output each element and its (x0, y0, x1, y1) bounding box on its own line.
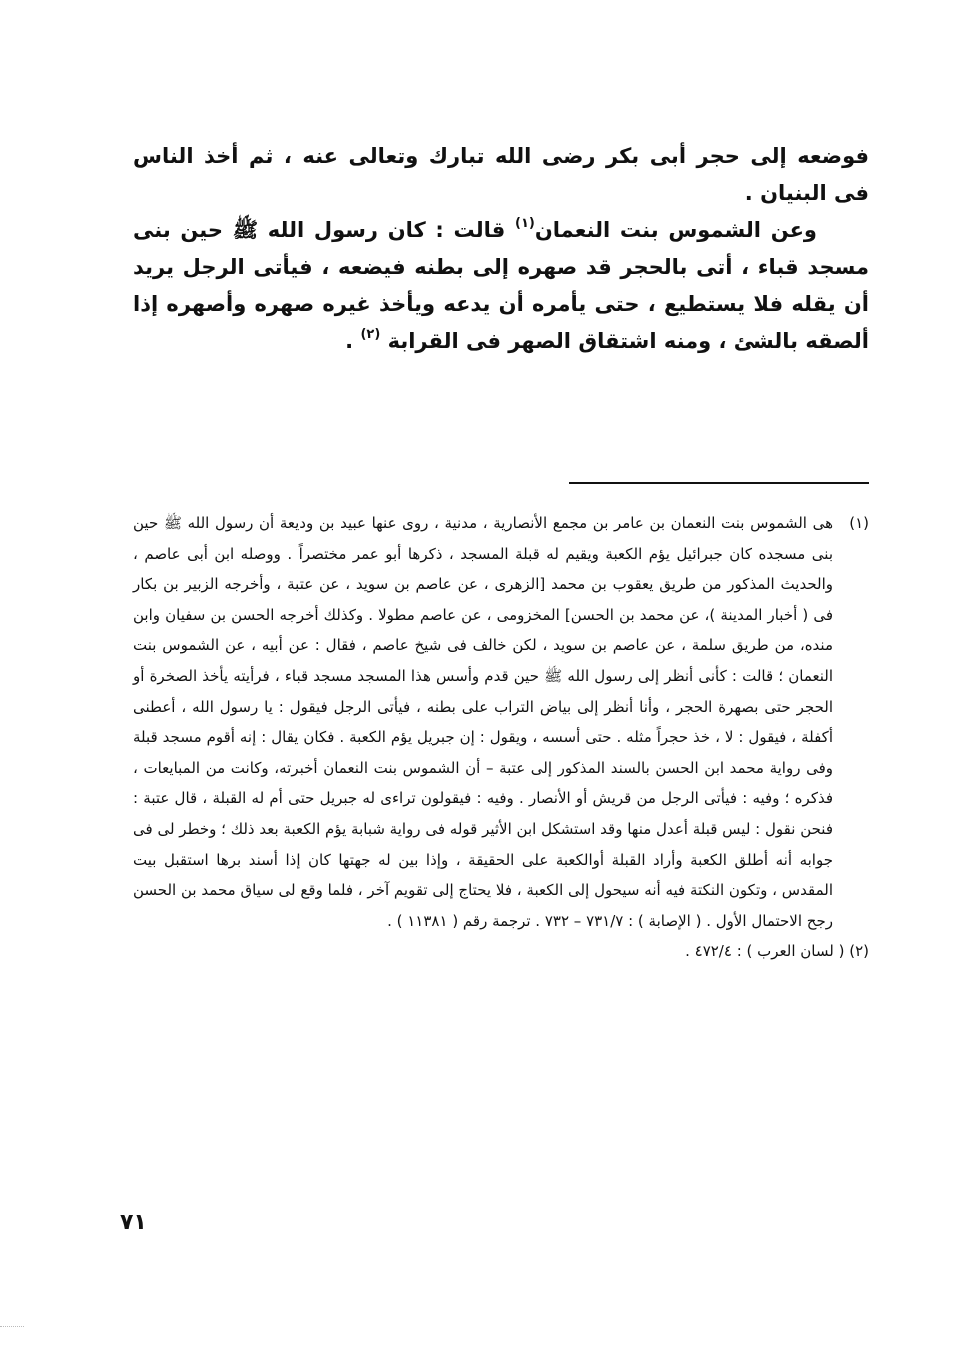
footnote-1-mark: (١) (849, 514, 869, 532)
footnote-1-text: هى الشموس بنت النعمان بن عامر بن مجمع الأنصارية ، مدنية ، روى عنها عبيد بن وديعة أن رسول الله ﷺ حين بنى مسجده كان جبرائيل يؤم الكعبة ويقيم له قبلة المسجد ، ذكرها أبو عمر مختصراً . ووصله ابن أبى عاصم ، والحديث المذكور من طريق يعقوب بن محمد [الزهرى ، عن عاصم بن سويد ، عن عتبة ، وأخرجه الزبير بن بكار فى ( أخبار المدينة )، عن محمد بن الحسن] المخزومى ، عن عاصم مطولا . وكذلك أخرجه الحسن بن سفيان وابن منده، من طريق سلمة ، عن عاصم بن سويد ، لكن خالف فى شيخ عاصم ، فقال : عن أبيه ، عن الشموس بنت النعمان ؛ قالت : كأنى أنظر إلى رسول الله ﷺ حين قدم وأسس هذا المسجد مسجد قباء ، فرأيته يأخذ الصخرة أو الحجر حتى بصهرة الحجر ، وأنا أنظر إلى بياض التراب على بطنه ، فيأتى الرجل فيقول : يا رسول الله ، أعطنى أكفلة ، فيقول : لا ، خذ حجراً مثله . حتى أسسه ، ويقول : إن جبريل يؤم الكعبة . فكان يقال : إنه أقوم مسجد قبلة وفى رواية محمد ابن الحسن بالسند المذكور إلى عتبة – أن الشموس بنت النعمان أخبرته، وكانت من المبايعات ، فذكره ؛ وفيه : فيأتى الرجل من قريش أو الأنصار . وفيه : فيقولون تراءى له جبريل حتى أم له القبلة ، قال عتبة : فنحن نقول : ليس قبلة أعدل منها وقد استشكل ابن الأثير قوله فى رواية شبابة يؤم الكعبة بعد ذلك ؛ وخطر لى فى جوابه أنه أطلق الكعبة وأراد القبلة أوالكعبة على الحقيقة ، وإذا بين له جهتها كان إذا أسند برها استقبل بيت المقدس ، وتكون النكتة فيه أنه سيحول إلى الكعبة ، فلا يحتاج إلى تقويم آخر ، فلما وقع لى سياق محمد بن الحسن رجح الاحتمال الأول . ( الإصابة ) : ٧٣١/٧ – ٧٣٢ . ترجمة رقم ( ١١٣٨١ ) . (133, 514, 833, 930)
paragraph-1: فوضعه إلى حجر أبى بكر رضى الله تبارك وتعالى عنه ، ثم أخذ الناس فى البنيان . (133, 144, 869, 205)
paragraph-2-end: . (345, 329, 361, 353)
footnote-2 (133, 936, 869, 967)
page-number: ٧١ (120, 1210, 147, 1235)
main-text-block (133, 138, 869, 360)
scan-edge-mark (0, 1326, 24, 1328)
footnote-2-text: ( لسان العرب ) : ٤٧٢/٤ . (685, 942, 845, 961)
paragraph-2 (133, 212, 869, 360)
footnote-2-mark: (٢) (849, 942, 869, 961)
footnotes-block (133, 508, 869, 967)
paragraph-2-start: وعن الشموس بنت النعمان (534, 218, 817, 242)
footnote-ref-1[interactable]: (١) (514, 216, 535, 231)
footnote-ref-2[interactable]: (٢) (360, 327, 381, 342)
footnote-separator (569, 482, 869, 484)
paragraph-2-body: قالت : كان رسول الله ﷺ حين بنى مسجد قباء ، أتى بالحجر قد صهره إلى بطنه فيضعه ، فيأتى الرجل يريد أن يقله فلا يستطيع ، حتى يأمره أن يدعه ويأخذ غيره صهره وأصهره إذا ألصقه بالشئ ، ومنه اشتقاق الصهر فى القرابة (133, 218, 869, 353)
footnote-1 (133, 508, 869, 936)
